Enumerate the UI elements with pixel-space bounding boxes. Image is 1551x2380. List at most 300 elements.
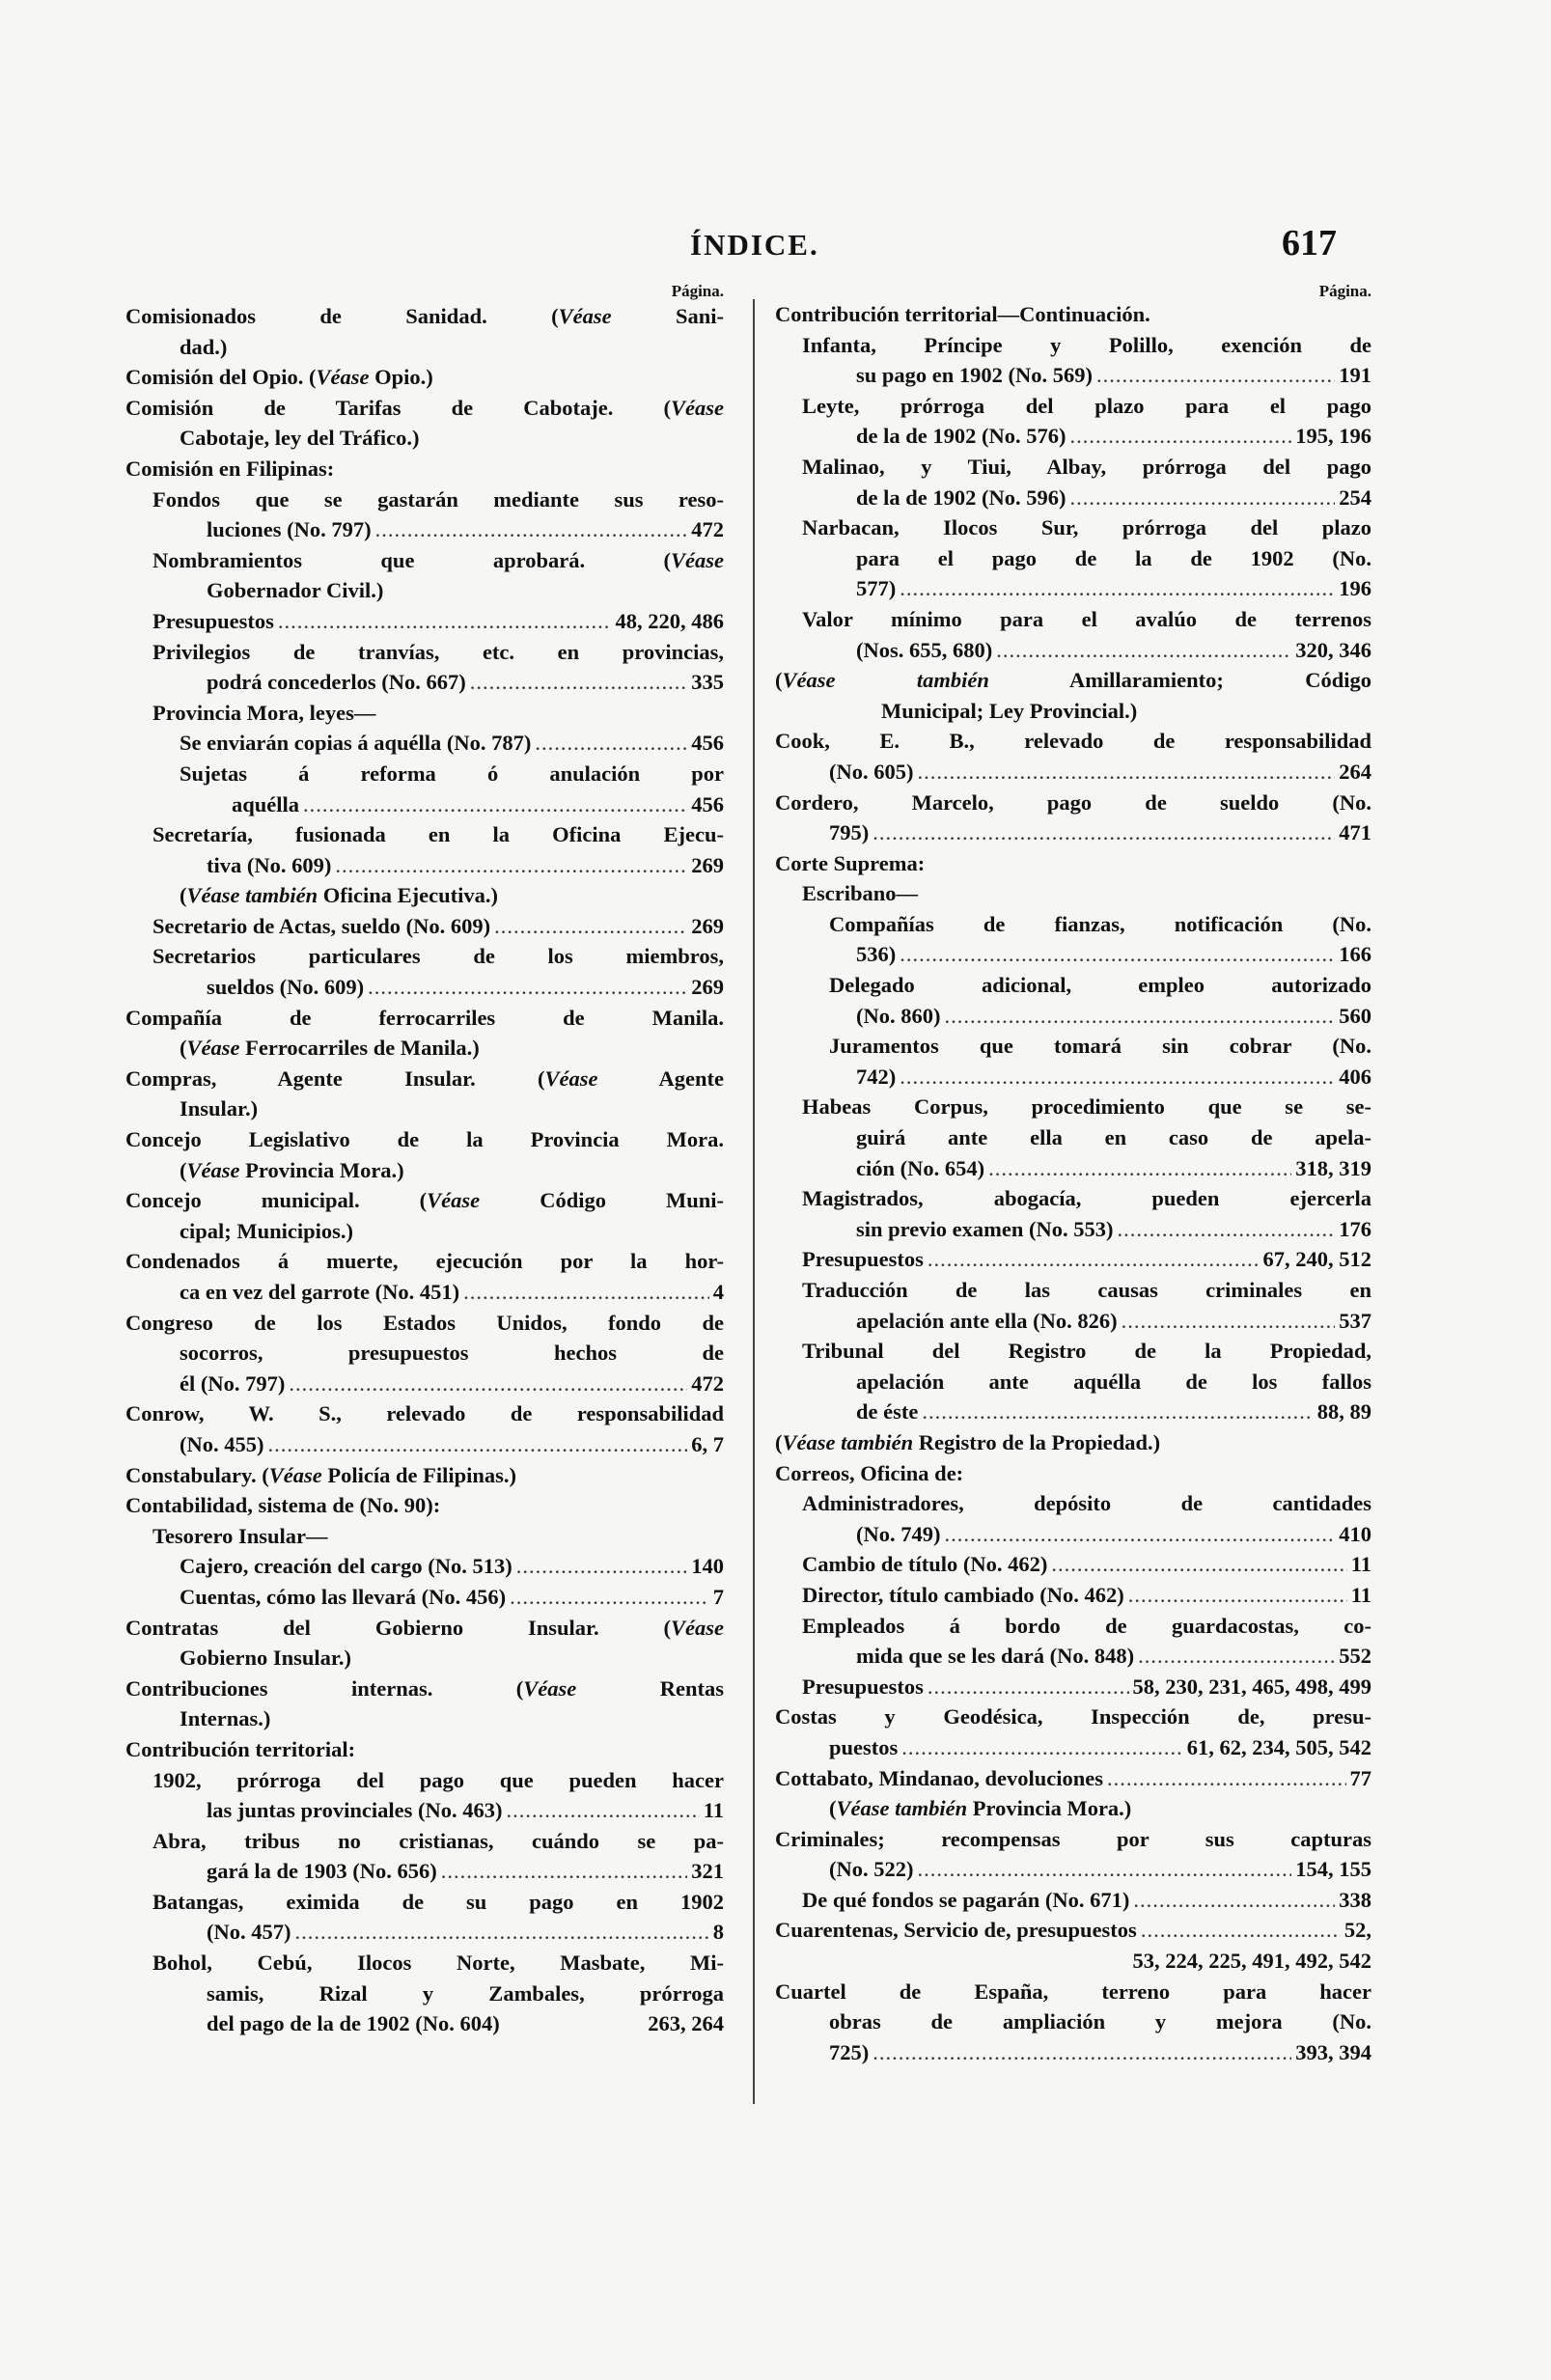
page-number: 617 <box>1282 223 1337 263</box>
page-reference: 48, 220, 486 <box>615 608 724 633</box>
index-line <box>775 360 1371 391</box>
index-entry-text: Contratas del Gobierno Insular. (Véase <box>125 1615 724 1640</box>
index-line <box>125 1460 724 1491</box>
index-line <box>775 1367 1371 1398</box>
index-entry-text: sin previo examen (No. 553) <box>856 1216 1114 1241</box>
index-entry-text: Infanta, Príncipe y Polillo, exención de <box>802 332 1371 357</box>
index-entry-text: Privilegios de tranvías, etc. en provincias, <box>152 639 724 664</box>
index-line <box>125 1155 724 1186</box>
leader-dots <box>516 1551 688 1582</box>
index-entry-text: Presupuestos <box>802 1674 924 1699</box>
index-entry-text: Secretarios particulares de los miembros, <box>152 944 724 969</box>
index-entry-text: Condenados á muerte, ejecución por la hor- <box>125 1249 724 1274</box>
page-reference: 393, 394 <box>1295 2039 1371 2064</box>
index-line <box>775 970 1371 1001</box>
index-entry-text: (Véase también Oficina Ejecutiva.) <box>180 883 498 908</box>
index-entry-text: Narbacan, Ilocos Sur, prórroga del plazo <box>802 515 1371 540</box>
index-entry-text: socorros, presupuestos hechos de <box>180 1341 724 1366</box>
index-entry-text: Juramentos que tomará sin cobrar (No. <box>829 1034 1371 1059</box>
index-entry-text: 725) <box>829 2039 870 2064</box>
index-entry-text: (Nos. 655, 680) <box>856 637 993 662</box>
index-entry-text: Se enviarán copias á aquélla (No. 787) <box>180 731 532 756</box>
page-reference: 456 <box>691 791 724 816</box>
leader-dots <box>996 635 1291 666</box>
index-line <box>775 1244 1371 1275</box>
page-reference: 269 <box>691 913 724 938</box>
index-entry-text: Conrow, W. S., relevado de responsabilidad <box>125 1401 724 1426</box>
index-line <box>125 1856 724 1887</box>
index-line <box>125 484 724 515</box>
index-entry-text: dad.) <box>180 334 228 359</box>
index-line <box>775 1611 1371 1642</box>
leader-dots <box>988 1153 1291 1184</box>
page-reference: 269 <box>691 975 724 1000</box>
index-line <box>125 637 724 668</box>
index-line <box>125 606 724 637</box>
index-line <box>775 909 1371 940</box>
index-line <box>775 757 1371 788</box>
leader-dots <box>278 606 612 637</box>
index-entry-text: De qué fondos se pagarán (No. 671) <box>802 1887 1130 1912</box>
index-line <box>125 1033 724 1064</box>
index-line <box>125 1064 724 1094</box>
page-reference: 254 <box>1339 484 1371 510</box>
index-entry-text: Tesorero Insular— <box>152 1523 328 1548</box>
page-reference: 77 <box>1349 1765 1371 1790</box>
index-line <box>125 1338 724 1369</box>
leader-dots <box>1070 421 1292 452</box>
index-entry-text: Corte Suprema: <box>775 850 926 875</box>
index-entry-text: Compras, Agente Insular. (Véase Agente <box>125 1065 724 1091</box>
index-entry-text: del pago de la de 1902 (No. 604) <box>207 2011 500 2036</box>
leader-dots <box>900 1062 1335 1093</box>
page-reference: 318, 319 <box>1295 1155 1371 1180</box>
index-entry-text: tiva (No. 609) <box>207 852 332 877</box>
index-line <box>125 1551 724 1582</box>
index-line <box>775 635 1371 666</box>
page-reference: 269 <box>691 852 724 877</box>
index-entry-text: Valor mínimo para el avalúo de terrenos <box>802 606 1371 631</box>
index-entry-text: (Véase también Amillaramiento; Código <box>775 668 1371 693</box>
index-line <box>775 1580 1371 1611</box>
index-line <box>775 1885 1371 1916</box>
index-line <box>775 2006 1371 2037</box>
index-line <box>775 543 1371 574</box>
index-entry-text: Comisión en Filipinas: <box>125 456 335 481</box>
index-line <box>125 1216 724 1247</box>
leader-dots <box>944 1001 1335 1032</box>
page-reference: 88, 89 <box>1316 1399 1371 1425</box>
index-line <box>125 728 724 759</box>
index-line <box>125 1521 724 1552</box>
index-line <box>775 1793 1371 1824</box>
index-entry-text: Contribución territorial: <box>125 1736 356 1761</box>
index-line <box>775 1336 1371 1367</box>
index-entry-text: Comisión de Tarifas de Cabotaje. (Véase <box>125 395 724 420</box>
index-line <box>775 1092 1371 1122</box>
index-line <box>775 421 1371 452</box>
index-line <box>125 819 724 850</box>
index-line <box>125 362 724 393</box>
leader-dots <box>1051 1549 1346 1580</box>
index-line <box>125 1613 724 1644</box>
leader-dots <box>441 1856 688 1887</box>
leader-dots <box>944 1519 1335 1550</box>
index-entry-text: Cuarentenas, Servicio de, presupuestos <box>775 1918 1137 1943</box>
index-entry-text: Cajero, creación del cargo (No. 513) <box>180 1554 512 1579</box>
index-entry-text: 795) <box>829 820 870 845</box>
index-entry-text: Compañía de ferrocarriles de Manila. <box>125 1005 724 1030</box>
leader-dots <box>375 514 688 545</box>
index-line <box>775 1824 1371 1855</box>
index-entry-text: Gobierno Insular.) <box>180 1646 351 1671</box>
index-line <box>775 1977 1371 2007</box>
index-line <box>125 1003 724 1034</box>
page-reference: 67, 240, 512 <box>1262 1247 1371 1272</box>
leader-dots <box>303 789 687 820</box>
index-line <box>125 514 724 545</box>
index-line <box>775 696 1371 727</box>
index-entry-text: Sujetas á reforma ó anulación por <box>180 761 724 786</box>
page-reference: 472 <box>691 517 724 542</box>
index-entry-text: Bohol, Cebú, Ilocos Norte, Masbate, Mi- <box>152 1951 724 1976</box>
index-column-left <box>125 282 724 2039</box>
page-reference: 140 <box>691 1554 724 1579</box>
leader-dots <box>917 1854 1291 1885</box>
index-entry-text: luciones (No. 797) <box>207 517 372 542</box>
leader-dots <box>494 911 687 942</box>
index-entry-text: para el pago de la de 1902 (No. <box>856 545 1371 570</box>
index-entry-text: 536) <box>856 942 897 967</box>
leader-dots <box>922 1397 1313 1427</box>
leader-dots <box>289 1369 687 1399</box>
leader-dots <box>917 757 1335 788</box>
leader-dots <box>901 1732 1182 1763</box>
index-entry-text: apelación ante aquélla de los fallos <box>856 1369 1371 1394</box>
index-entry-text: su pago en 1902 (No. 569) <box>856 363 1094 388</box>
index-entry-text: Administradores, depósito de cantidades <box>802 1491 1371 1516</box>
index-line <box>775 1549 1371 1580</box>
index-entry-text: Criminales; recompensas por sus capturas <box>775 1826 1371 1851</box>
index-entry-text: Congreso de los Estados Unidos, fondo de <box>125 1310 724 1335</box>
index-line <box>775 1641 1371 1672</box>
index-entry-text: 1902, prórroga del pago que pueden hacer <box>152 1767 724 1792</box>
index-line <box>125 1734 724 1765</box>
index-line <box>125 880 724 911</box>
leader-dots <box>1122 1306 1336 1337</box>
index-entry-text: sueldos (No. 609) <box>207 975 365 1000</box>
index-line <box>775 1763 1371 1794</box>
index-line <box>775 1488 1371 1519</box>
leader-dots <box>294 1917 708 1948</box>
page-reference: 264 <box>1339 759 1371 784</box>
index-entry-text: guirá ante ella en caso de apela- <box>856 1125 1371 1150</box>
index-line <box>125 301 724 332</box>
index-line <box>775 1275 1371 1306</box>
index-line <box>125 1948 724 1979</box>
index-line <box>125 1826 724 1857</box>
index-entry-text: Delegado adicional, empleo autorizado <box>829 973 1371 998</box>
leader-dots <box>928 1244 1260 1275</box>
index-line <box>125 941 724 972</box>
index-line <box>775 1122 1371 1153</box>
column-heading: Página. <box>671 282 724 300</box>
leader-dots <box>1141 1915 1341 1946</box>
leader-dots <box>900 573 1335 604</box>
page-reference: 11 <box>1350 1552 1371 1577</box>
page-reference: 537 <box>1339 1308 1371 1333</box>
index-line <box>775 848 1371 879</box>
index-line <box>775 1672 1371 1702</box>
index-line <box>125 2008 724 2039</box>
index-entry-text: (Véase también Registro de la Propiedad.) <box>775 1429 1161 1454</box>
index-line <box>775 1183 1371 1214</box>
page-reference: 166 <box>1339 942 1371 967</box>
index-entry-text: de éste <box>856 1399 919 1425</box>
index-entry-text: (Véase también Provincia Mora.) <box>829 1796 1132 1821</box>
index-entry-text: las juntas provinciales (No. 463) <box>207 1798 503 1823</box>
index-entry-text: mida que se les dará (No. 848) <box>856 1644 1135 1669</box>
index-entry-text: Batangas, eximida de su pago en 1902 <box>152 1889 724 1914</box>
index-line <box>125 1765 724 1796</box>
index-line <box>125 1703 724 1734</box>
page-reference: 58, 230, 231, 465, 498, 499 <box>1132 1674 1371 1699</box>
index-entry-text: Contabilidad, sistema de (No. 90): <box>125 1493 441 1518</box>
index-entry-text: Compañías de fianzas, notificación (No. <box>829 911 1371 936</box>
leader-dots <box>1138 1641 1335 1672</box>
page-reference: 191 <box>1339 363 1371 388</box>
index-line <box>125 1887 724 1918</box>
index-line <box>125 1429 724 1460</box>
index-entry-text: Concejo Legislativo de la Provincia Mora. <box>125 1127 724 1152</box>
index-line <box>125 911 724 942</box>
index-entry-text: Empleados á bordo de guardacostas, co- <box>802 1613 1371 1638</box>
page-reference: 4 <box>712 1280 724 1304</box>
index-line <box>775 939 1371 970</box>
page-reference: 410 <box>1339 1521 1371 1546</box>
index-entry-text: (No. 455) <box>180 1431 264 1456</box>
index-entry-text: Internas.) <box>180 1706 271 1731</box>
index-entry-text: Insular.) <box>180 1096 259 1121</box>
index-entry-text: (No. 860) <box>856 1003 941 1028</box>
index-line <box>775 330 1371 361</box>
index-entry-text: Cambio de título (No. 462) <box>802 1552 1048 1577</box>
index-entry-text: gará la de 1903 (No. 656) <box>207 1859 437 1884</box>
index-line <box>125 1277 724 1308</box>
index-line <box>125 393 724 424</box>
index-line <box>775 1915 1371 1946</box>
index-line <box>775 452 1371 483</box>
index-line <box>775 299 1371 330</box>
index-entry-text: 577) <box>856 576 897 601</box>
index-line <box>775 1031 1371 1062</box>
index-line <box>125 1124 724 1155</box>
index-entry-text: Secretario de Actas, sueldo (No. 609) <box>152 913 491 938</box>
index-entry-text: 53, 224, 225, 491, 492, 542 <box>1132 1949 1371 1974</box>
page-reference: 6, 7 <box>691 1431 724 1456</box>
page-reference: 406 <box>1339 1064 1371 1089</box>
leader-dots <box>1070 483 1336 513</box>
page-reference: 195, 196 <box>1295 424 1371 449</box>
page-reference: 196 <box>1339 576 1371 601</box>
index-line <box>125 698 724 729</box>
index-line <box>125 667 724 698</box>
index-entry-text: Costas y Geodésica, Inspección de, presu- <box>775 1704 1371 1730</box>
index-line <box>775 878 1371 909</box>
leader-dots <box>1128 1580 1347 1611</box>
page-reference: 7 <box>712 1584 724 1609</box>
page-title: ÍNDICE. <box>690 228 819 262</box>
index-line <box>125 423 724 454</box>
page-reference: 154, 155 <box>1295 1857 1371 1882</box>
leader-dots <box>368 972 687 1003</box>
leader-dots <box>1133 1885 1335 1916</box>
index-entry-text: (Véase Provincia Mora.) <box>180 1157 404 1182</box>
index-entry-text: podrá concederlos (No. 667) <box>207 670 466 695</box>
column-heading: Página. <box>1318 282 1371 300</box>
index-entry-text: Cook, E. B., relevado de responsabilidad <box>775 729 1371 754</box>
leader-dots <box>1117 1214 1335 1245</box>
index-line <box>775 1397 1371 1427</box>
index-line <box>775 1732 1371 1763</box>
leader-dots <box>470 667 688 698</box>
index-line <box>775 2037 1371 2068</box>
index-entry-text: Constabulary. (Véase Policía de Filipinas.) <box>125 1462 517 1487</box>
index-line <box>125 850 724 881</box>
index-entry-text: aquélla <box>232 791 300 816</box>
index-entry-text: Abra, tribus no cristianas, cuándo se pa- <box>152 1828 724 1853</box>
index-line <box>775 1214 1371 1245</box>
index-line <box>125 454 724 484</box>
index-entry-text: Contribución territorial—Continuación. <box>775 302 1150 326</box>
index-entry-text: Municipal; Ley Provincial.) <box>881 698 1138 723</box>
page-reference: 263, 264 <box>648 2011 724 2036</box>
index-entry-text: Director, título cambiado (No. 462) <box>802 1582 1124 1607</box>
index-entry-text: Nombramientos que aprobará. (Véase <box>152 547 724 572</box>
index-line <box>775 604 1371 635</box>
page-reference: 321 <box>691 1859 724 1884</box>
leader-dots <box>506 1795 699 1826</box>
leader-dots <box>267 1429 687 1460</box>
index-line <box>125 545 724 576</box>
index-line <box>125 332 724 363</box>
leader-dots <box>463 1277 709 1308</box>
index-line <box>775 1458 1371 1489</box>
page-reference: 320, 346 <box>1295 637 1371 662</box>
index-entry-text: Contribuciones internas. (Véase Rentas <box>125 1675 724 1701</box>
index-entry-text: Traducción de las causas criminales en <box>802 1278 1371 1302</box>
leader-dots <box>1096 360 1335 391</box>
index-line <box>775 1306 1371 1337</box>
index-entry-text: Presupuestos <box>802 1247 924 1272</box>
index-line <box>775 1062 1371 1093</box>
index-line <box>775 1001 1371 1032</box>
index-entry-text: Presupuestos <box>152 608 274 633</box>
index-entry-text: puestos <box>829 1734 899 1759</box>
index-line <box>125 1369 724 1399</box>
index-entry-text: Provincia Mora, leyes— <box>152 700 376 725</box>
index-line <box>775 573 1371 604</box>
leader-dots <box>872 817 1335 848</box>
index-entry-text: Comisionados de Sanidad. (Véase Sani- <box>125 304 724 328</box>
index-entry-text: (No. 749) <box>856 1521 941 1546</box>
index-line <box>775 1519 1371 1550</box>
index-entry-text: Concejo municipal. (Véase Código Muni- <box>125 1188 724 1213</box>
page-reference: 61, 62, 234, 505, 542 <box>1186 1734 1371 1759</box>
leader-dots <box>535 728 687 759</box>
page-reference: 335 <box>691 670 724 695</box>
page-reference: 11 <box>703 1798 724 1823</box>
index-line <box>775 512 1371 543</box>
index-entry-text: de la de 1902 (No. 596) <box>856 484 1066 510</box>
leader-dots <box>900 939 1335 970</box>
index-entry-text: (No. 457) <box>207 1920 291 1945</box>
index-line <box>125 972 724 1003</box>
index-line <box>775 1946 1371 1977</box>
index-entry-text: Habeas Corpus, procedimiento que se se- <box>802 1094 1371 1120</box>
leader-dots <box>1107 1763 1345 1794</box>
page-reference: 11 <box>1350 1582 1371 1607</box>
index-entry-text: Cottabato, Mindanao, devoluciones <box>775 1765 1104 1790</box>
index-column-right <box>775 282 1371 2067</box>
index-entry-text: apelación ante ella (No. 826) <box>856 1308 1118 1333</box>
index-entry-text: Malinao, y Tiui, Albay, prórroga del pago <box>802 454 1371 479</box>
index-line <box>125 1795 724 1826</box>
index-entry-text: cipal; Municipios.) <box>180 1218 354 1243</box>
index-line <box>775 665 1371 696</box>
index-entry-text: Cuartel de España, terreno para hacer <box>775 1979 1371 2004</box>
leader-dots <box>510 1582 709 1613</box>
index-entry-text: ca en vez del garrote (No. 451) <box>180 1280 460 1304</box>
index-line <box>775 1427 1371 1458</box>
index-entry-text: Cuentas, cómo las llevará (No. 456) <box>180 1584 507 1609</box>
index-line <box>125 1674 724 1704</box>
index-entry-text: Fondos que se gastarán mediante sus reso- <box>152 486 724 512</box>
page-reference: 8 <box>712 1920 724 1945</box>
index-line <box>125 1246 724 1277</box>
index-entry-text: Leyte, prórroga del plazo para el pago <box>802 393 1371 418</box>
index-line <box>775 817 1371 848</box>
page-reference: 456 <box>691 731 724 756</box>
index-entry-text: Correos, Oficina de: <box>775 1460 964 1485</box>
leader-dots <box>872 2037 1291 2068</box>
index-line <box>125 1308 724 1339</box>
leader-dots <box>335 850 687 881</box>
index-entry-text: Escribano— <box>802 881 919 906</box>
page-reference: 338 <box>1339 1887 1371 1912</box>
page-reference: 560 <box>1339 1003 1371 1028</box>
index-line <box>125 1093 724 1124</box>
index-entry-text: Tribunal del Registro de la Propiedad, <box>802 1339 1371 1364</box>
index-entry-text: Secretaría, fusionada en la Oficina Ejecu- <box>152 822 724 847</box>
index-entry-text: Gobernador Civil.) <box>207 578 384 603</box>
page-reference: 176 <box>1339 1216 1371 1241</box>
leader-dots <box>928 1672 1129 1702</box>
index-entry-text: 742) <box>856 1064 897 1089</box>
index-entry-text: (Véase Ferrocarriles de Manila.) <box>180 1036 480 1061</box>
index-line <box>125 789 724 820</box>
index-line <box>125 1979 724 2009</box>
index-entry-text: Magistrados, abogacía, pueden ejercerla <box>802 1186 1371 1211</box>
index-entry-text: (No. 605) <box>829 759 914 784</box>
page-reference: 471 <box>1339 820 1371 845</box>
index-line <box>775 788 1371 818</box>
index-line <box>775 1153 1371 1184</box>
index-entry-text: Comisión del Opio. (Véase Opio.) <box>125 365 433 390</box>
index-line <box>125 1398 724 1429</box>
index-entry-text: Cordero, Marcelo, pago de sueldo (No. <box>775 789 1371 815</box>
index-line <box>125 759 724 789</box>
